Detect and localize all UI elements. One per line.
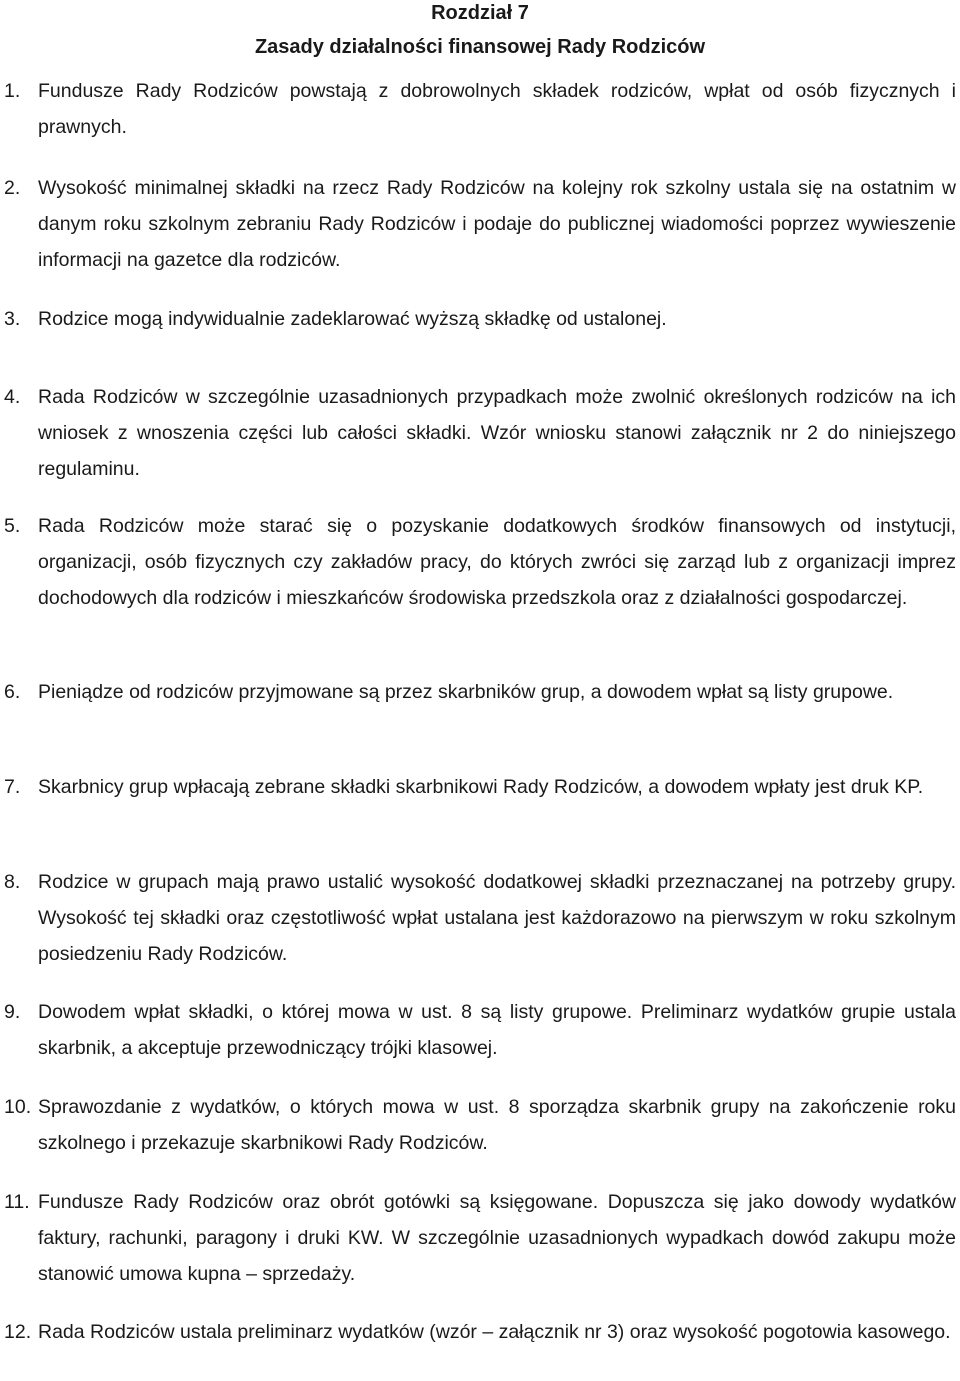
point-number: 10. <box>4 1096 32 1118</box>
point-text: Rodzice mogą indywidualnie zadeklarować wyższą składkę od ustalonej. <box>38 308 667 330</box>
point-number: 2. <box>4 177 21 199</box>
point-text: Rada Rodziców w szczególnie uzasadnionych przypadkach może zwolnić określonych rodziców na ich wniosek z wnoszenia części lub całości składki. Wzór wniosku stanowi załącznik nr 2 do niniejszego regulaminu. <box>38 386 956 480</box>
point-number: 8. <box>4 871 21 893</box>
point-text: Dowodem wpłat składki, o której mowa w ust. 8 są listy grupowe. Preliminarz wydatków grupie ustala skarbnik, a akceptuje przewodniczący trójki klasowej. <box>38 1001 956 1059</box>
point-number: 3. <box>4 308 21 330</box>
point-text: Rada Rodziców może starać się o pozyskanie dodatkowych środków finansowych od instytucji, organizacji, osób fizycznych czy zakładów pracy, do których zwróci się zarząd lub z organizacji imprez dochodowych dla rodziców i mieszkańców środowiska przedszkola oraz z działalności gospodarczej. <box>38 515 956 609</box>
point-text: Skarbnicy grup wpłacają zebrane składki skarbnikowi Rady Rodziców, a dowodem wpłaty jest druk KP. <box>38 776 924 798</box>
point-number: 9. <box>4 1001 21 1023</box>
point-text: Pieniądze od rodziców przyjmowane są przez skarbników grup, a dowodem wpłat są listy grupowe. <box>38 681 894 703</box>
point-number: 7. <box>4 776 21 798</box>
point-text: Wysokość minimalnej składki na rzecz Rady Rodziców na kolejny rok szkolny ustala się na ostatnim w danym roku szkolnym zebraniu Rady Rodziców i podaje do publicznej wiadomości poprzez wywieszenie informacji na gazetce dla rodziców. <box>38 177 956 271</box>
point-text: Fundusze Rady Rodziców powstają z dobrowolnych składek rodziców, wpłat od osób fizycznych i prawnych. <box>38 80 956 138</box>
point-number: 6. <box>4 681 21 703</box>
point-text: Rodzice w grupach mają prawo ustalić wysokość dodatkowej składki przeznaczanej na potrzeby grupy. Wysokość tej składki oraz częstotliwość wpłat ustalana jest każdorazowo na pierwszym w roku szkolnym posiedzeniu Rady Rodziców. <box>38 871 956 965</box>
point-number: 12. <box>4 1321 32 1343</box>
chapter-title: Zasady działalności finansowej Rady Rodziców <box>254 36 706 58</box>
point-number: 11. <box>4 1191 30 1213</box>
point-number: 1. <box>4 80 21 102</box>
chapter-heading: Rozdział 7 <box>431 2 529 24</box>
point-text: Rada Rodziców ustala preliminarz wydatków (wzór – załącznik nr 3) oraz wysokość pogotowia kasowego. <box>38 1321 951 1343</box>
point-text: Sprawozdanie z wydatków, o których mowa w ust. 8 sporządza skarbnik grupy na zakończenie roku szkolnego i przekazuje skarbnikowi Rady Rodziców. <box>38 1096 956 1154</box>
point-number: 4. <box>4 386 21 408</box>
point-text: Fundusze Rady Rodziców oraz obrót gotówki są księgowane. Dopuszcza się jako dowody wydatków faktury, rachunki, paragony i druki KW. W szczególnie uzasadnionych wypadkach dowód zakupu może stanowić umowa kupna – sprzedaży. <box>38 1191 956 1285</box>
point-number: 5. <box>4 515 21 537</box>
